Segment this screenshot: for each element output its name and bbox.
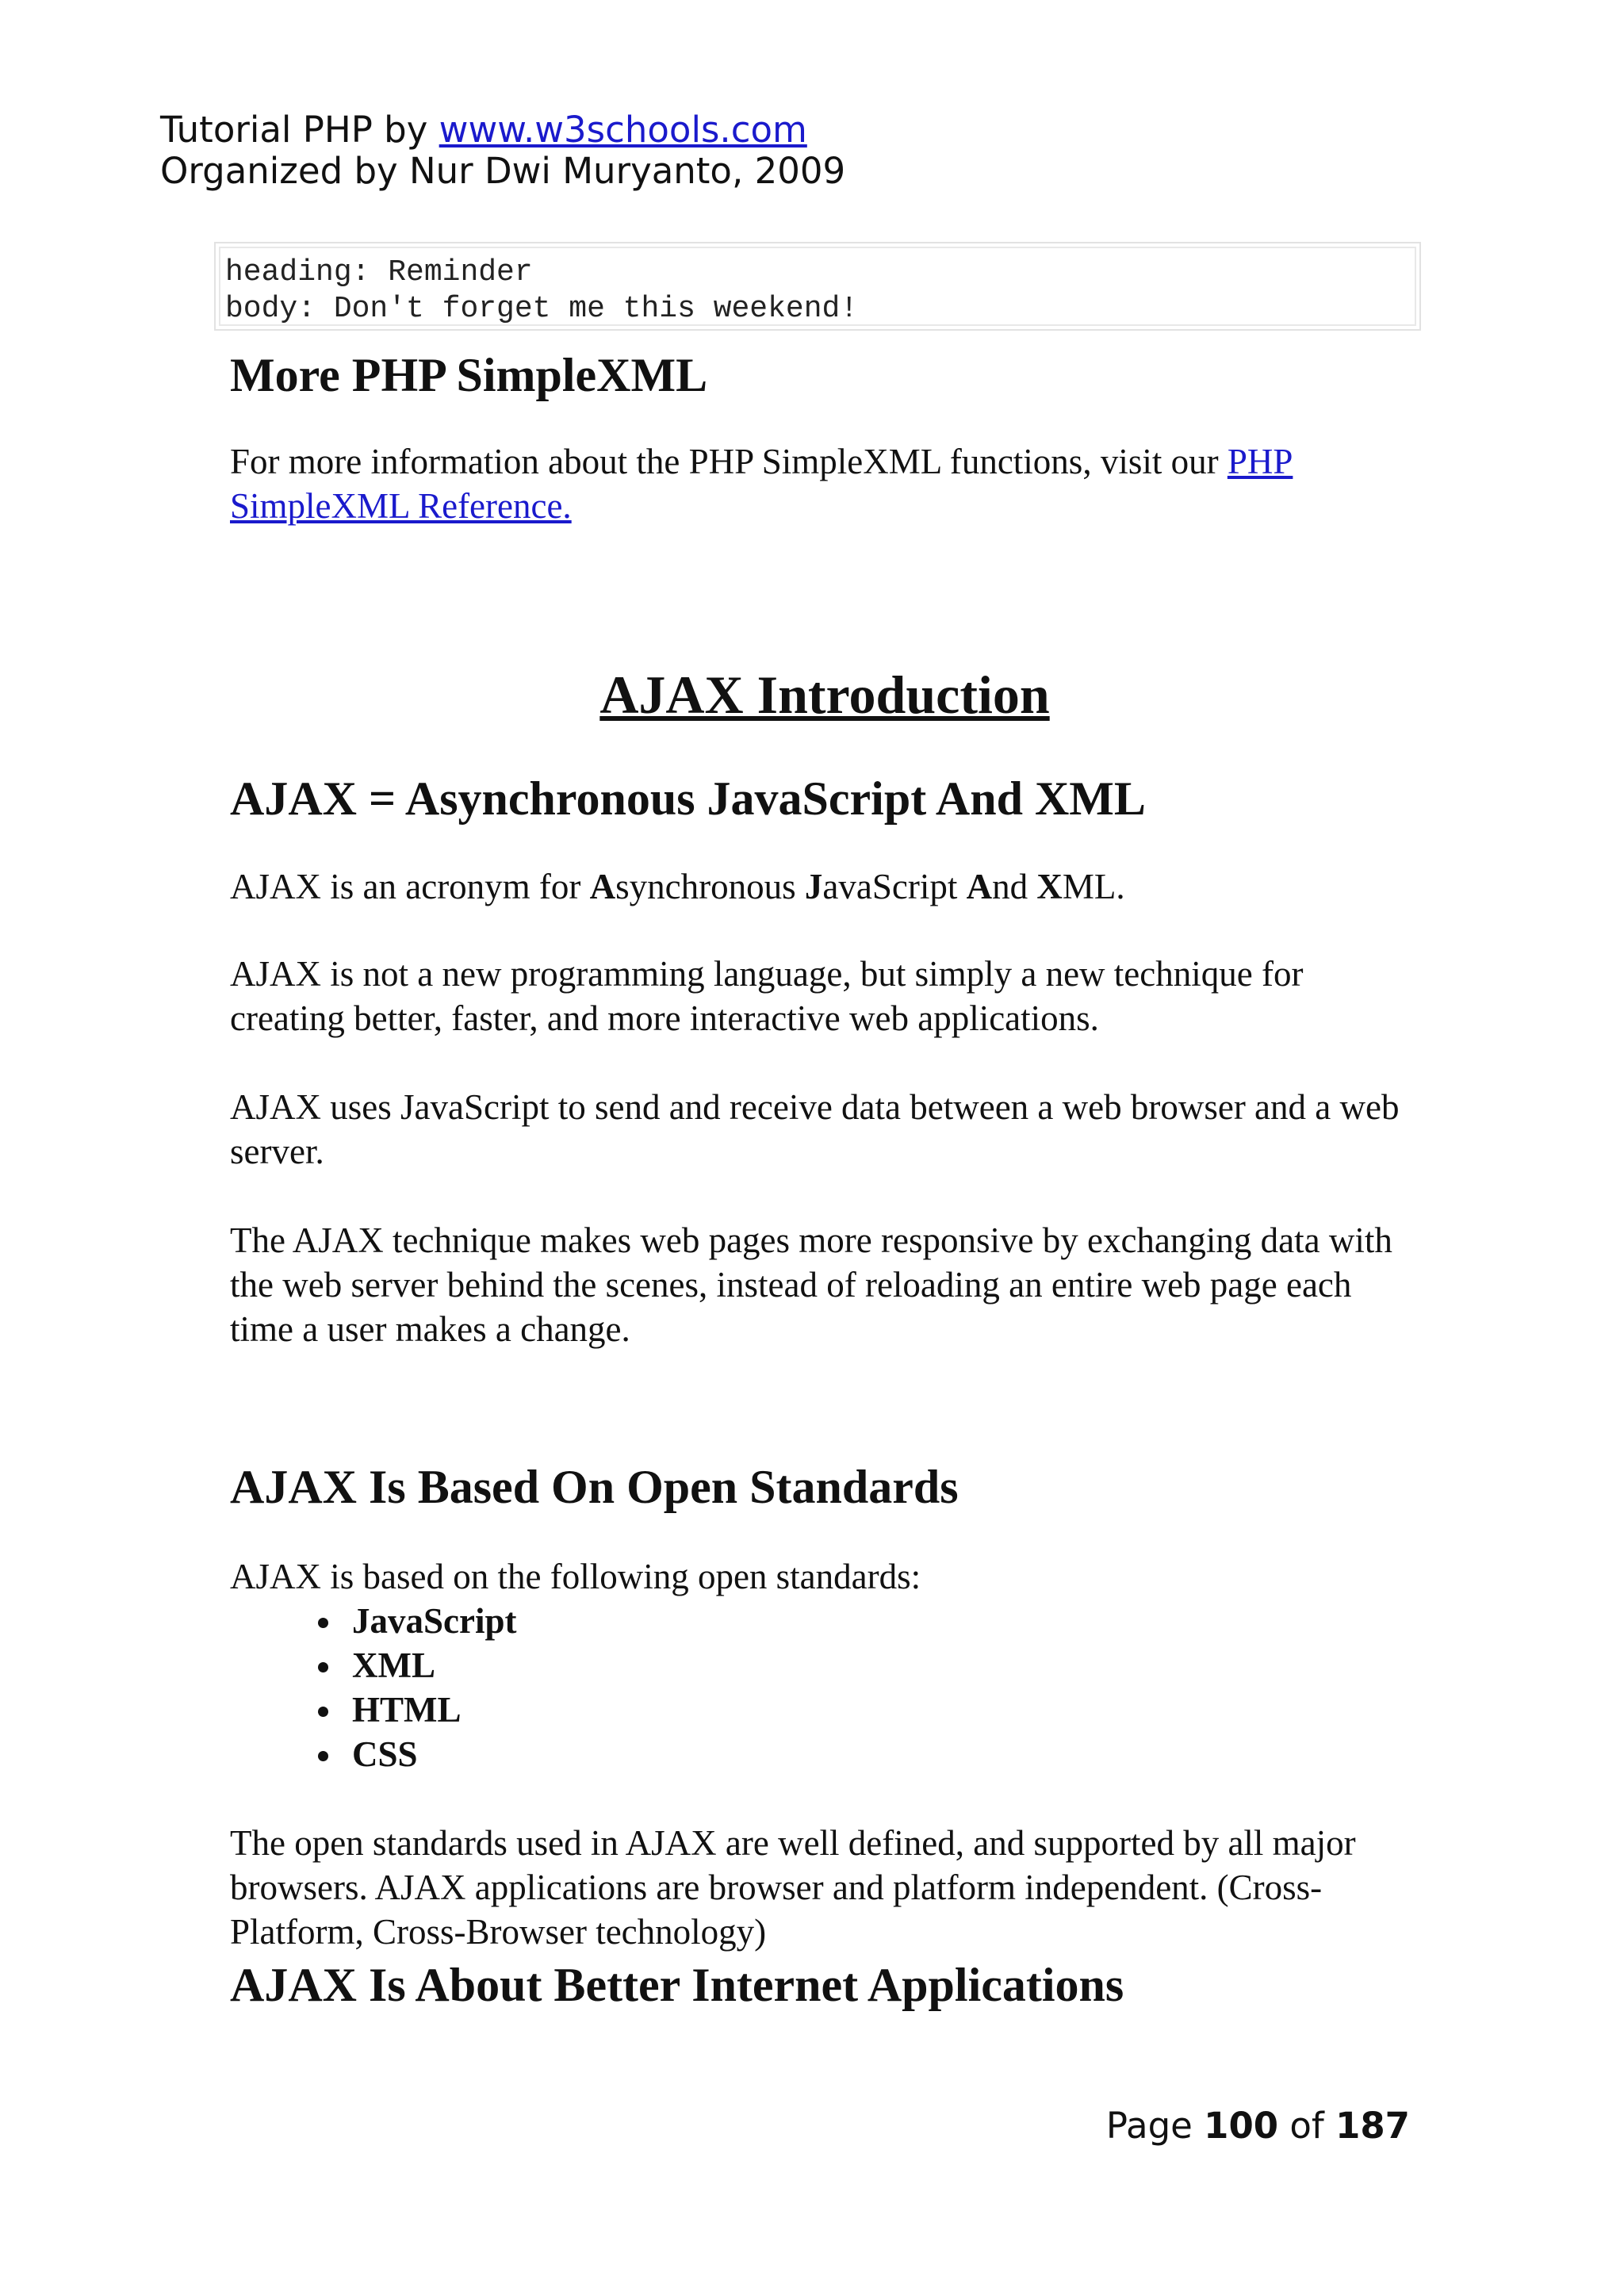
acronym-text-1: synchronous [615,867,805,906]
list-item: • JavaScript [344,1599,1419,1643]
w3schools-link[interactable]: www.w3schools.com [439,109,807,151]
acronym-text-0: AJAX is an acronym for [230,867,590,906]
open-standards-intro: AJAX is based on the following open standards: [230,1557,921,1596]
acronym-bold-j: J [804,867,823,906]
code-output-line-2: body: Don't forget me this weekend! [225,292,859,326]
page-header [160,109,845,192]
code-output-box [214,242,1421,331]
acronym-text-2: avaScript [822,867,967,906]
code-output-line-1: heading: Reminder [225,255,533,289]
acronym-text-3: nd [992,867,1037,906]
footer-of-word: of [1278,2105,1336,2147]
footer-page-word: Page [1105,2105,1205,2147]
more-simplexml-text: For more information about the PHP SimpleXML functions, visit our [230,442,1228,481]
more-simplexml-paragraph [230,439,1388,528]
header-tutorial-text: Tutorial PHP by [160,109,439,151]
ajax-technique-paragraph: AJAX is not a new programming language, but simply a new technique for creating better, faster, and more interactive web applications. [230,954,1304,1038]
list-item: • CSS [344,1732,1419,1776]
acronym-bold-a2: A [966,867,993,906]
open-standards-closing: The open standards used in AJAX are well defined, and supported by all major browsers. AJAX applications are browser and platform independent. (Cross-Platform, Cross-Browser technology) [230,1823,1356,1952]
footer-total-pages: 187 [1335,2105,1410,2147]
acronym-bold-x: X [1036,867,1063,906]
list-item: • XML [344,1643,1419,1688]
ajax-responsive-paragraph: The AJAX technique makes web pages more responsive by exchanging data with the web server behind the scenes, instead of reloading an entire web page each time a user makes a change. [230,1220,1392,1349]
better-apps-heading: AJAX Is About Better Internet Applications [230,1959,1124,2011]
ajax-introduction-title: AJAX Introduction [599,665,1050,725]
acronym-bold-a: A [589,867,616,906]
code-output-inner [219,247,1416,326]
open-standards-list [230,1599,1419,1776]
header-line-1 [160,109,845,151]
footer-page-number: 100 [1204,2105,1279,2147]
header-line-2: Organized by Nur Dwi Muryanto, 2009 [160,150,846,192]
page-footer [1106,2104,1410,2148]
open-standards-heading: AJAX Is Based On Open Standards [230,1461,959,1513]
ajax-acronym-heading: AJAX = Asynchronous JavaScript And XML [230,772,1146,825]
page-content [230,333,1419,2013]
list-item: • HTML [344,1688,1419,1732]
ajax-acronym-paragraph [230,864,1419,909]
acronym-text-4: ML. [1062,867,1125,906]
ajax-javascript-paragraph: AJAX uses JavaScript to send and receive data between a web browser and a web server. [230,1087,1400,1171]
more-simplexml-heading: More PHP SimpleXML [230,349,708,401]
simplexml-reference-link[interactable]: PHP SimpleXML Reference. [230,442,1293,526]
